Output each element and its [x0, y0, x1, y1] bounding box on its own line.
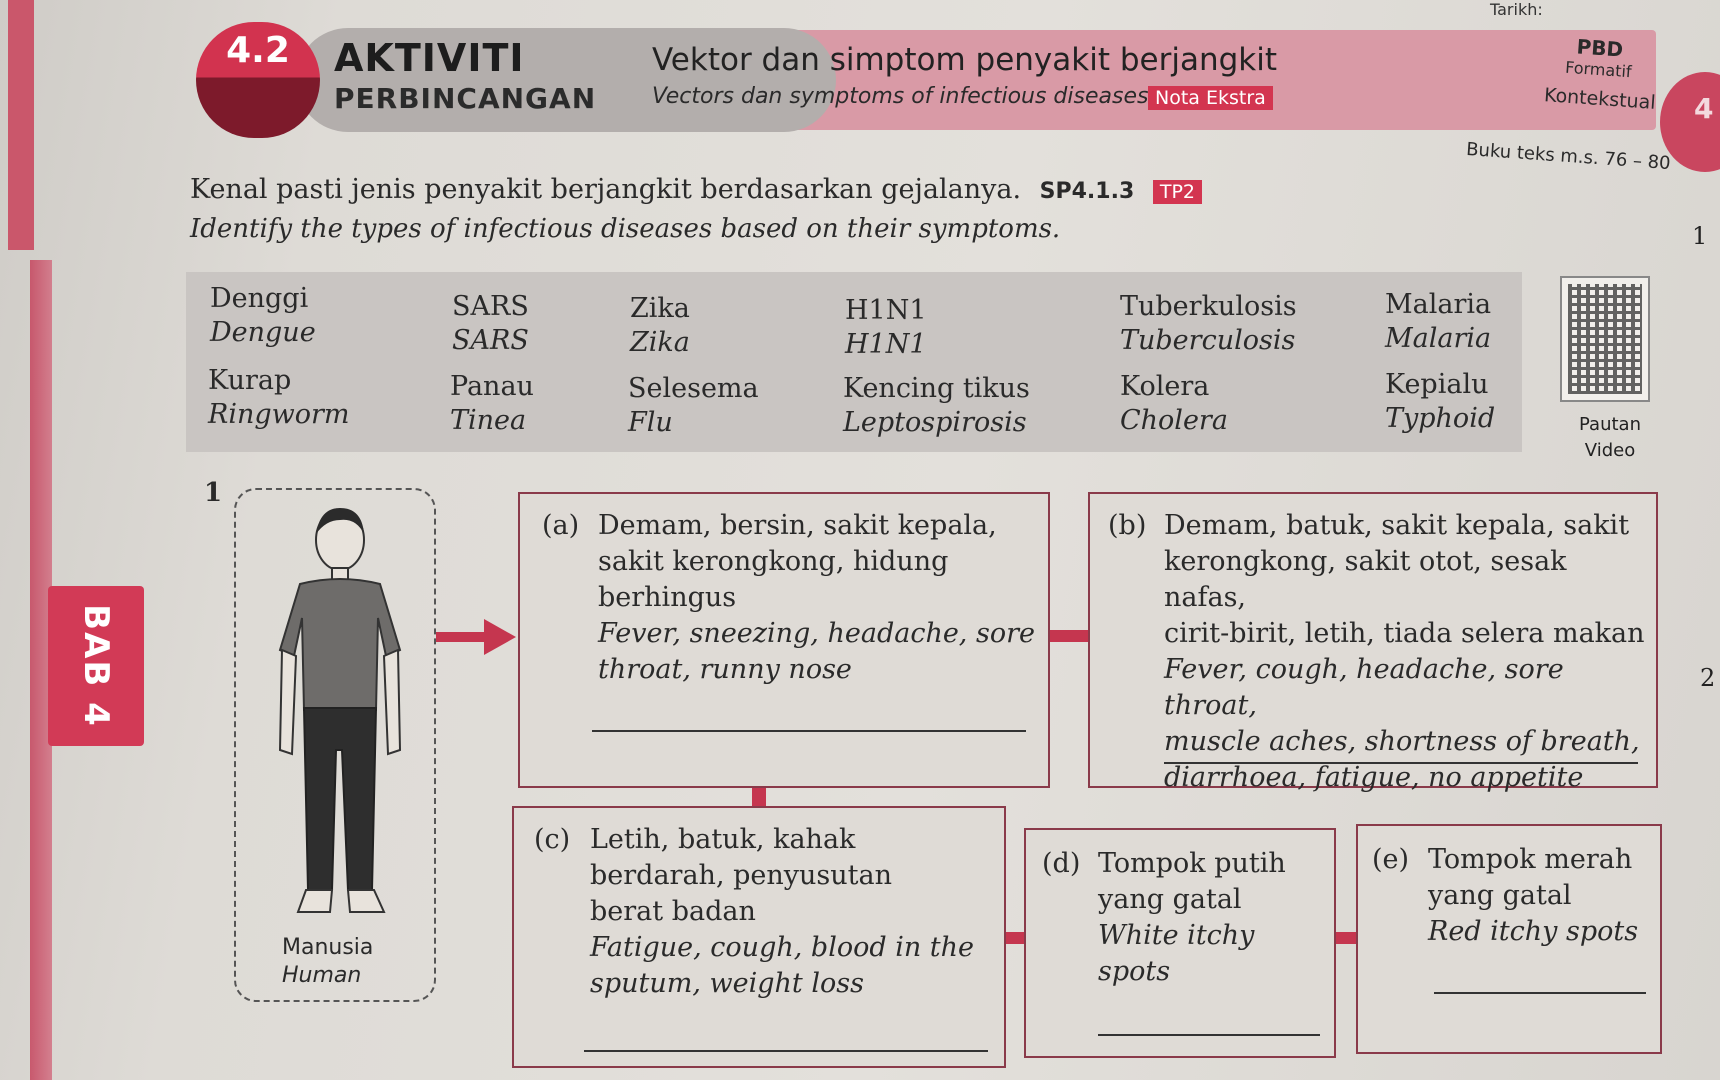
- activity-number-badge: [196, 22, 320, 138]
- disease-item: Kurap Ringworm: [208, 365, 350, 430]
- box-e-en-line: Red itchy spots: [1428, 916, 1639, 947]
- disease-item: Kencing tikus Leptospirosis: [843, 373, 1030, 438]
- human-label: [282, 934, 373, 990]
- disease-item: Kepialu Typhoid: [1385, 369, 1496, 434]
- box-b-en-line: muscle aches, shortness of breath,: [1164, 726, 1640, 757]
- date-label: Tarikh:: [1490, 0, 1543, 19]
- answer-line-e[interactable]: [1434, 992, 1646, 994]
- symptom-box-d: [1024, 828, 1336, 1058]
- qr-code[interactable]: [1560, 276, 1650, 402]
- disease-item: Malaria Malaria: [1385, 289, 1492, 354]
- human-label-ms: Manusia: [282, 935, 374, 960]
- symptom-box-e: [1356, 824, 1662, 1054]
- answer-line-c[interactable]: [584, 1050, 988, 1052]
- box-c-text: [590, 822, 974, 1002]
- arrow-head-icon: [484, 619, 516, 655]
- question-number: 1: [204, 478, 223, 508]
- instruction-en: Identify the types of infectious diseases based on their symptoms.: [190, 214, 1061, 244]
- box-b-en-line: diarrhoea, fatigue, no appetite: [1164, 762, 1584, 793]
- box-c-en-line: Fatigue, cough, blood in the: [590, 932, 975, 963]
- box-b-label: (b): [1108, 510, 1147, 541]
- box-e-text: [1428, 842, 1638, 950]
- box-d-en-line: spots: [1098, 956, 1171, 987]
- tp-badge: TP2: [1153, 180, 1202, 204]
- side-number-2: 2: [1700, 664, 1716, 692]
- box-d-ms-line: yang gatal: [1098, 884, 1242, 915]
- spine-decoration: [8, 0, 34, 250]
- textbook-reference: Buku teks m.s. 76 – 80: [1465, 138, 1672, 175]
- sp-code: SP4.1.3: [1039, 179, 1135, 204]
- box-d-ms-line: Tompok putih: [1098, 848, 1286, 879]
- box-a-ms-line: sakit kerongkong, hidung: [598, 546, 949, 577]
- box-c-ms-line: Letih, batuk, kahak: [590, 824, 856, 855]
- instruction-ms-text: Kenal pasti jenis penyakit berjangkit berdasarkan gejalanya.: [190, 174, 1022, 205]
- qr-pattern: [1568, 284, 1642, 394]
- activity-title: AKTIVITI: [334, 36, 525, 80]
- symptom-box-a: [518, 492, 1050, 788]
- box-a-ms-line: berhingus: [598, 582, 737, 613]
- chapter-tab: [48, 586, 144, 746]
- box-c-ms-line: berat badan: [590, 896, 756, 927]
- activity-heading-en: Vectors dan symptoms of infectious diseases: [652, 84, 1149, 109]
- disease-item: Zika Zika: [630, 293, 690, 358]
- box-d-text: [1098, 846, 1286, 990]
- box-c-ms-line: berdarah, penyusutan: [590, 860, 892, 891]
- disease-item: Kolera Cholera: [1120, 371, 1228, 436]
- instruction-ms: [190, 174, 1202, 205]
- box-d-en-line: White itchy: [1098, 920, 1255, 951]
- box-b-en-line: Fever, cough, headache, sore throat,: [1164, 654, 1564, 721]
- disease-item: Tuberkulosis Tuberculosis: [1120, 291, 1297, 356]
- disease-item: Selesema Flu: [628, 373, 759, 438]
- disease-item: Panau Tinea: [450, 371, 534, 436]
- human-label-en: Human: [282, 963, 362, 988]
- box-e-label: (e): [1372, 844, 1410, 875]
- nota-ekstra-badge: Nota Ekstra: [1148, 86, 1273, 110]
- activity-banner: [196, 22, 1657, 140]
- connector-c-d: [1006, 932, 1024, 944]
- pbd-subtitle: Formatif: [1564, 57, 1633, 82]
- box-b-ms-line: cirit-birit, letih, tiada selera makan: [1164, 618, 1645, 649]
- connector-a-c: [752, 788, 766, 808]
- chapter-tab-label: BAB 4: [76, 604, 117, 728]
- answer-line-b[interactable]: [1164, 762, 1638, 764]
- kontekstual-label: Kontekstual: [1543, 84, 1657, 114]
- activity-heading-ms: Vektor dan simptom penyakit berjangkit: [652, 42, 1277, 78]
- box-c-en-line: sputum, weight loss: [590, 968, 864, 999]
- pbd-label: [1565, 34, 1634, 82]
- video-link-line1: Pautan: [1579, 414, 1641, 435]
- answer-line-a[interactable]: [592, 730, 1026, 732]
- symptom-box-b: [1088, 492, 1658, 793]
- box-e-ms-line: Tompok merah: [1428, 844, 1633, 875]
- arrow-right-icon: [436, 632, 486, 642]
- answer-line-d[interactable]: [1098, 1034, 1320, 1036]
- box-a-en-line: throat, runny nose: [598, 654, 852, 685]
- box-b-text: [1164, 508, 1656, 796]
- box-c-label: (c): [534, 824, 571, 855]
- box-a-label: (a): [542, 510, 580, 541]
- video-link-label: [1570, 412, 1650, 464]
- box-e-ms-line: yang gatal: [1428, 880, 1572, 911]
- symptom-box-c: [512, 806, 1006, 1068]
- box-b-ms-line: Demam, batuk, sakit kepala, sakit: [1164, 510, 1630, 541]
- activity-subtitle: PERBINCANGAN: [334, 82, 597, 115]
- activity-number: 4.2: [226, 30, 290, 71]
- video-link-line2: Video: [1584, 440, 1636, 461]
- human-figure-icon: [260, 500, 420, 920]
- box-b-ms-line: kerongkong, sakit otot, sesak nafas,: [1164, 546, 1567, 613]
- connector-d-e: [1336, 932, 1356, 944]
- connector-a-b: [1050, 630, 1088, 642]
- right-edge-tab-number: 4: [1694, 92, 1714, 125]
- disease-item: H1N1 H1N1: [845, 295, 927, 360]
- pbd-title: PBD: [1575, 34, 1624, 62]
- disease-item: SARS SARS: [452, 291, 529, 356]
- box-a-en-line: Fever, sneezing, headache, sore: [598, 618, 1035, 649]
- side-number-1: 1: [1692, 222, 1708, 250]
- box-a-ms-line: Demam, bersin, sakit kepala,: [598, 510, 997, 541]
- disease-item: Denggi Dengue: [210, 283, 316, 348]
- box-d-label: (d): [1042, 848, 1081, 879]
- box-a-text: [598, 508, 1035, 688]
